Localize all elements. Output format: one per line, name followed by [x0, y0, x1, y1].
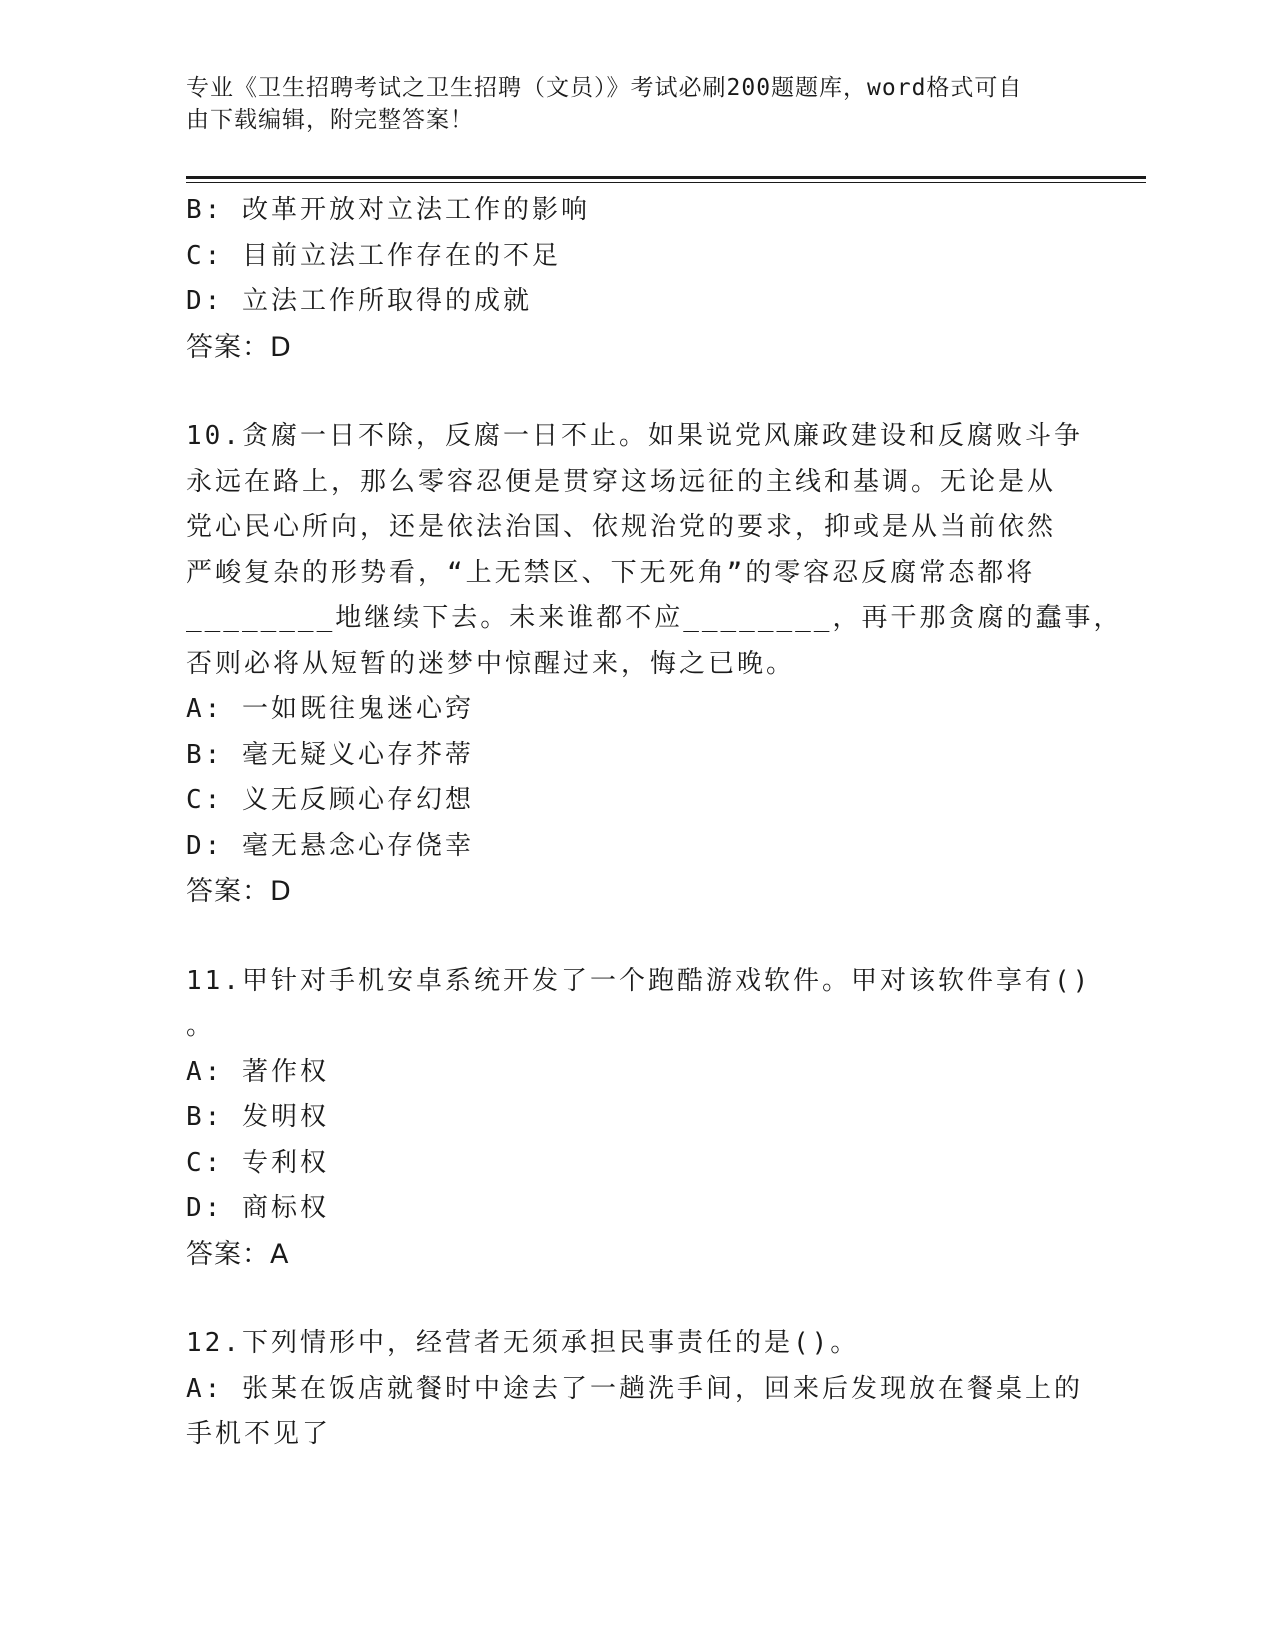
header-line-2: 由下载编辑，附完整答案！ — [186, 107, 474, 133]
question-11 — [186, 959, 1092, 1278]
q9-answer: 答案：D — [186, 331, 292, 363]
header-divider-thin — [186, 182, 1146, 183]
q9-option-d: D: 立法工作所取得的成就 — [186, 286, 532, 316]
question-9 — [186, 188, 1086, 370]
q10-option-d: D: 毫无悬念心存侥幸 — [186, 830, 474, 861]
q10-answer: 答案：D — [186, 876, 292, 907]
q12-option-a-line: 手机不见了 — [186, 1419, 332, 1449]
question-10 — [186, 414, 1123, 915]
q11-answer: 答案：A — [186, 1238, 290, 1270]
q11-stem-line: 11.甲针对手机安卓系统开发了一个跑酷游戏软件。甲对该软件享有() — [186, 965, 1092, 996]
document-header — [186, 72, 1086, 136]
q9-option-b: B: 改革开放对立法工作的影响 — [186, 195, 590, 225]
spacer — [186, 1277, 1086, 1321]
header-line-1: 专业《卫生招聘考试之卫生招聘（文员）》考试必刷200题题库，word格式可自 — [186, 75, 1023, 101]
q10-stem-line: 永远在路上，那么零容忍便是贯穿这场远征的主线和基调。无论是从 — [186, 466, 1057, 497]
q11-option-b: B: 发明权 — [186, 1102, 329, 1132]
q9-option-c: C: 目前立法工作存在的不足 — [186, 240, 561, 271]
header-divider-thick — [186, 176, 1146, 179]
spacer — [186, 915, 1086, 959]
q10-option-a: A: 一如既往鬼迷心窍 — [186, 694, 474, 724]
q10-stem-line: 党心民心所向，还是依法治国、依规治党的要求，抑或是从当前依然 — [186, 512, 1057, 542]
q11-stem-line: 。 — [186, 1011, 216, 1041]
q10-stem-line: 严峻复杂的形势看，“上无禁区、下无死角”的零容忍反腐常态都将 — [186, 557, 1036, 588]
q12-option-a-line: A: 张某在饭店就餐时中途去了一趟洗手间，回来后发现放在餐桌上的 — [186, 1373, 1083, 1404]
q10-stem-line: 否则必将从短暂的迷梦中惊醒过来，悔之已晚。 — [186, 648, 796, 679]
q10-option-b: B: 毫无疑义心存芥蒂 — [186, 739, 474, 770]
q10-stem-line: ________地继续下去。未来谁都不应________，再干那贪腐的蠢事， — [186, 603, 1123, 633]
q10-stem-line: 10.贪腐一日不除，反腐一日不止。如果说党风廉政建设和反腐败斗争 — [186, 421, 1083, 451]
spacer — [186, 370, 1086, 414]
q11-option-d: D: 商标权 — [186, 1193, 329, 1223]
question-12 — [186, 1321, 1086, 1458]
q12-stem: 12.下列情形中，经营者无须承担民事责任的是()。 — [186, 1328, 860, 1358]
question-content — [186, 188, 1123, 1458]
q11-option-c: C: 专利权 — [186, 1147, 329, 1178]
q10-option-c: C: 义无反顾心存幻想 — [186, 785, 474, 815]
q11-option-a: A: 著作权 — [186, 1056, 329, 1087]
